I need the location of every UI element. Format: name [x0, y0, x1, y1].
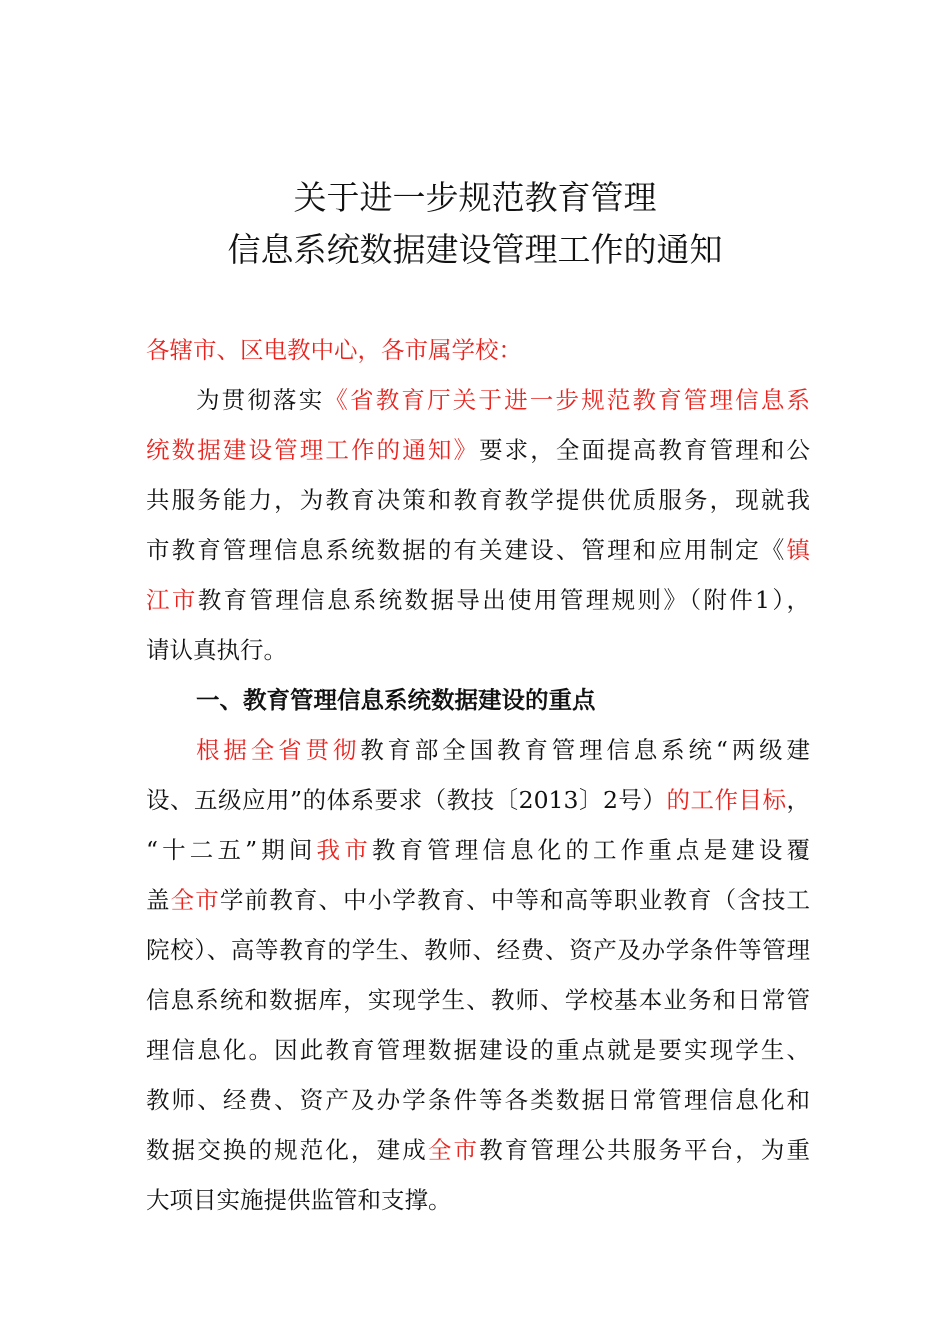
para2-text: 教育管理公共服务平台，为重 [479, 1136, 810, 1164]
para2-text: “十二五”期间 [146, 836, 317, 864]
para1-highlight: 江市 [146, 586, 198, 614]
para2-line-7: 理信息化。因此教育管理数据建设的重点就是要实现学生、 [146, 1036, 810, 1064]
para1-highlight: 镇 [786, 536, 810, 564]
para1-line-6: 请认真执行。 [146, 636, 287, 664]
para1-text: 市教育管理信息系统数据的有关建设、管理和应用制定《 [146, 536, 787, 564]
para2-line-8: 教师、经费、资产及办学条件等各类数据日常管理信息化和 [146, 1086, 810, 1114]
document-title-line-1: 关于进一步规范教育管理 [293, 178, 657, 217]
para2-highlight: 根据全省贯彻 [196, 736, 361, 764]
para2-line-2 [146, 780, 810, 820]
para2-text: 学前教育、中小学教育、中等和高等职业教育（含技工 [219, 886, 810, 914]
section1-heading: 一、教育管理信息系统数据建设的重点 [196, 686, 596, 714]
para1-line-2 [146, 430, 810, 470]
para1-text: 教育管理信息系统数据导出使用管理规则》（附件1）， [197, 586, 810, 614]
para1-text: 要求，全面提高教育管理和公 [479, 436, 810, 464]
para1-highlight: 统数据建设管理工作的通知》 [146, 436, 480, 464]
para2-line-5: 院校）、高等教育的学生、教师、经费、资产及办学条件等管理 [146, 936, 810, 964]
para2-line-4 [146, 880, 810, 920]
para2-highlight: 我市 [316, 836, 372, 864]
document-title-line-2: 信息系统数据建设管理工作的通知 [227, 230, 723, 269]
para2-text: 设、五级应用”的体系要求（教技〔2013〕2号） [146, 786, 667, 814]
para2-line-1 [196, 730, 810, 770]
para2-highlight: 全市 [170, 886, 220, 914]
para2-text: 教育部全国教育管理信息系统“两级建 [360, 736, 810, 764]
para1-line-1 [196, 380, 810, 420]
salutation: 各辖市、区电教中心，各市属学校： [146, 336, 522, 364]
para1-highlight: 《省教育厅关于进一步规范教育管理信息系 [324, 386, 810, 414]
para2-highlight: 的工作目标 [666, 786, 787, 814]
para2-line-9 [146, 1130, 810, 1170]
para1-line-5 [146, 580, 810, 620]
para1-line-4 [146, 530, 810, 570]
para2-line-6: 信息系统和数据库，实现学生、教师、学校基本业务和日常管 [146, 986, 810, 1014]
para2-text: 数据交换的规范化，建成 [146, 1136, 428, 1164]
para2-text: ， [786, 786, 810, 814]
para2-text: 盖 [146, 886, 171, 914]
para1-line-3: 共服务能力，为教育决策和教育教学提供优质服务，现就我 [146, 486, 810, 514]
para1-text: 为贯彻落实 [196, 386, 325, 414]
para2-highlight: 全市 [427, 1136, 480, 1164]
para2-text: 教育管理信息化的工作重点是建设覆 [371, 836, 810, 864]
para2-line-10: 大项目实施提供监管和支撑。 [146, 1186, 452, 1214]
para2-line-3 [146, 830, 810, 870]
